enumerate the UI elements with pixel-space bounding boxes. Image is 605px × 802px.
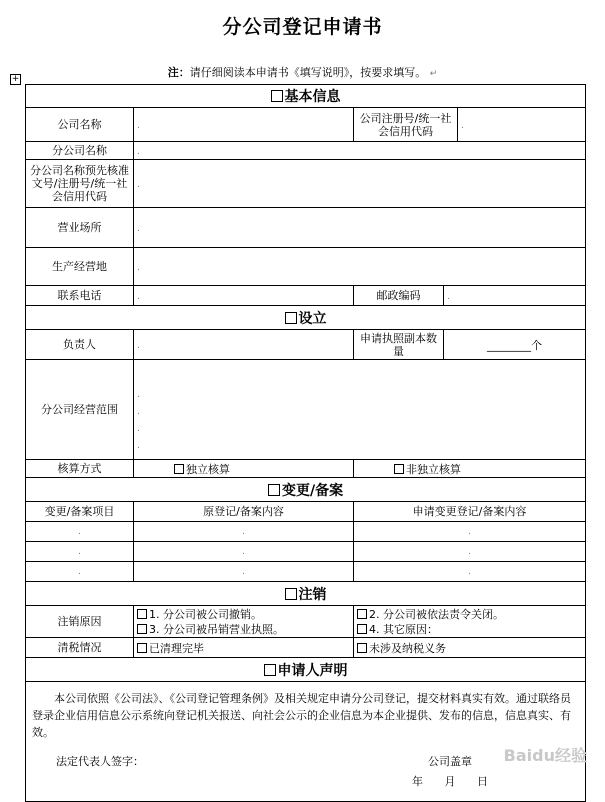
header-original-content: 原登记/备案内容 bbox=[134, 502, 354, 522]
checkbox-icon bbox=[264, 664, 276, 676]
table-row: . . . bbox=[26, 522, 586, 542]
table-row: . . . bbox=[26, 542, 586, 562]
label-phone: 联系电话 bbox=[26, 286, 134, 306]
checkbox-icon[interactable] bbox=[394, 464, 404, 474]
date-label: 年 月 日 bbox=[412, 775, 488, 788]
checkbox-icon[interactable] bbox=[357, 624, 367, 634]
section-setup: 设立 bbox=[26, 306, 586, 330]
label-company-name: 公司名称 bbox=[26, 108, 134, 142]
label-reg-no: 公司注册号/统一社会信用代码 bbox=[354, 108, 458, 142]
declaration-box bbox=[26, 682, 586, 802]
section-change: 变更/备案 bbox=[26, 478, 586, 502]
table-row: . . . bbox=[26, 562, 586, 582]
label-accounting: 核算方式 bbox=[26, 460, 134, 478]
option-non-independent[interactable]: 非独立核算 bbox=[354, 460, 586, 478]
table-move-handle-icon[interactable]: + bbox=[11, 74, 20, 84]
header-change-item: 变更/备案项目 bbox=[26, 502, 134, 522]
page-title: 分公司登记申请书 bbox=[222, 16, 383, 38]
copies-unit: 个 bbox=[531, 338, 543, 352]
seal-label: 公司盖章 bbox=[428, 755, 472, 768]
section-basic-info: 基本信息 bbox=[26, 85, 586, 108]
field-prelicense-no[interactable]: . bbox=[134, 160, 586, 208]
checkbox-icon[interactable] bbox=[137, 624, 147, 634]
checkbox-icon[interactable] bbox=[357, 609, 367, 619]
label-copies: 申请执照副本数量 bbox=[354, 330, 444, 360]
label-tax: 清税情况 bbox=[26, 638, 134, 658]
label-production-place: 生产经营地 bbox=[26, 248, 134, 286]
checkbox-icon bbox=[285, 312, 297, 324]
note-prefix: 注： bbox=[167, 66, 190, 79]
label-cancel-reason: 注销原因 bbox=[26, 606, 134, 638]
section-cancel: 注销 bbox=[26, 582, 586, 606]
checkbox-icon[interactable] bbox=[174, 464, 184, 474]
label-manager: 负责人 bbox=[26, 330, 134, 360]
field-phone[interactable]: . bbox=[134, 286, 354, 306]
checkbox-icon[interactable] bbox=[137, 609, 147, 619]
option-revoked[interactable]: 1. 分公司被公司撤销。 bbox=[137, 607, 350, 622]
section-declaration: 申请人声明 bbox=[26, 658, 586, 682]
field-scope[interactable]: . . . . bbox=[134, 360, 586, 460]
label-scope: 分公司经营范围 bbox=[26, 360, 134, 460]
checkbox-icon bbox=[271, 90, 283, 102]
declaration-text: 本公司依照《公司法》、《公司登记管理条例》及相关规定申请分公司登记，提交材料真实有效。通过联络员登录企业信用信息公示系统向登记机关报送、向社会公示的企业信息为本企业提供、发布的信息，信息真实、有效。 bbox=[32, 692, 571, 739]
label-business-place: 营业场所 bbox=[26, 208, 134, 248]
option-independent[interactable]: 独立核算 bbox=[134, 460, 354, 478]
option-tax-cleared[interactable]: 已清理完毕 bbox=[134, 638, 354, 658]
checkbox-icon bbox=[268, 484, 280, 496]
cancel-reason-options-right bbox=[354, 606, 586, 638]
checkbox-icon bbox=[285, 588, 297, 600]
option-ordered-closed[interactable]: 2. 分公司被依法责令关闭。 bbox=[357, 607, 582, 622]
option-no-tax[interactable]: 未涉及纳税义务 bbox=[354, 638, 586, 658]
cancel-reason-options-left bbox=[134, 606, 354, 638]
checkbox-icon[interactable] bbox=[357, 643, 367, 653]
header-new-content: 申请变更登记/备案内容 bbox=[354, 502, 586, 522]
field-business-place[interactable]: . bbox=[134, 208, 586, 248]
checkbox-icon[interactable] bbox=[137, 643, 147, 653]
field-branch-name[interactable]: . bbox=[134, 142, 586, 160]
field-copies[interactable]: ________个 bbox=[444, 330, 586, 360]
field-postcode[interactable]: . bbox=[444, 286, 586, 306]
label-postcode: 邮政编码 bbox=[354, 286, 444, 306]
field-production-place[interactable]: . bbox=[134, 248, 586, 286]
option-license-revoked[interactable]: 3. 分公司被吊销营业执照。 bbox=[137, 622, 350, 637]
option-other-reason[interactable]: 4. 其它原因： bbox=[357, 622, 582, 637]
field-manager[interactable]: . bbox=[134, 330, 354, 360]
field-reg-no[interactable]: . bbox=[458, 108, 586, 142]
label-prelicense-no: 分公司名称预先核准文号/注册号/统一社会信用代码 bbox=[26, 160, 134, 208]
signature-label: 法定代表人签字： bbox=[56, 755, 144, 768]
watermark-logo: Baidu经验 bbox=[503, 746, 587, 765]
instruction-note: 注：请仔细阅读本申请书《填写说明》，按要求填写。 ↵ bbox=[167, 66, 438, 79]
application-form-table bbox=[25, 84, 586, 802]
label-branch-name: 分公司名称 bbox=[26, 142, 134, 160]
note-text: 请仔细阅读本申请书《填写说明》，按要求填写。 bbox=[189, 66, 427, 79]
field-company-name[interactable]: . bbox=[134, 108, 354, 142]
